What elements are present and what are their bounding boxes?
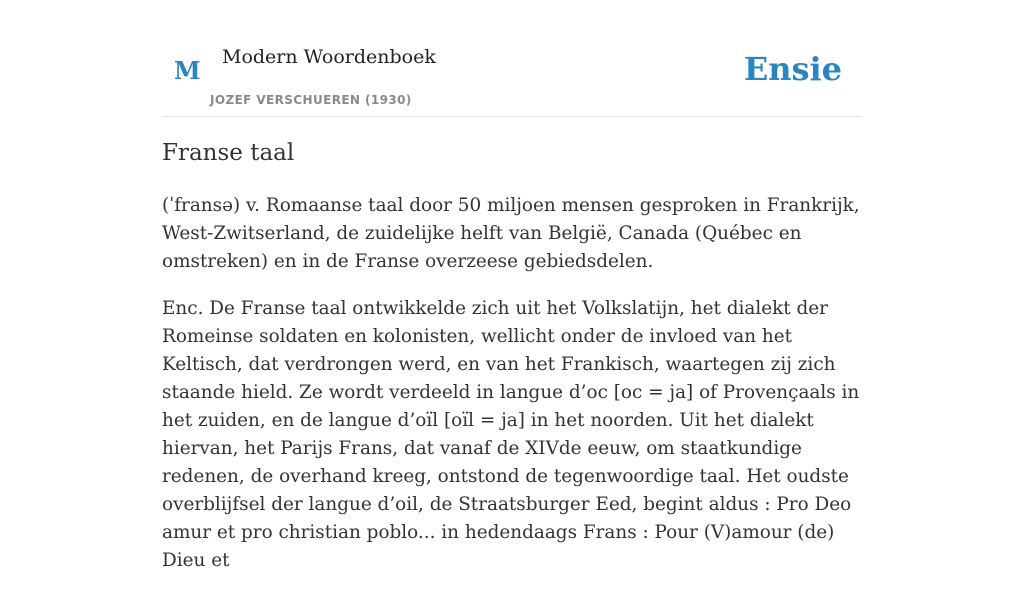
encyclopedic-paragraph: Enc. De Franse taal ontwikkelde zich uit het Volkslatijn, het dialekt der Romeinse soldaten en kolonisten, wellicht onder de invloed van het Keltisch, dat verdrongen werd, en van het Frankisch, waartegen zij zich staande hield. Ze wordt verdeeld in langue d’oc [oc = ja] of Provençaals in het zuiden, en de langue d’oïl [oïl = ja] in het noorden. Uit het dialekt hiervan, het Parijs Frans, dat vanaf de XIVde eeuw, om staatkundige redenen, de overhand kreeg, ontstond de tegenwoordige taal. Het oudste overblijfsel der langue d’oil, de Straatsburger Eed, begint aldus : Pro Deo amur et pro christian poblo... in hedendaags Frans : Pour (V)amour (de) Dieu et <box>162 298 860 571</box>
definition-paragraph: (ˈfransə) v. Romaanse taal door 50 miljoen mensen gesproken in Frankrijk, West-Zwitserland, de zuidelijke helft van België, Canada (Québec en omstreken) en in de Franse overzeese gebiedsdelen. <box>162 195 860 272</box>
entry-content <box>162 192 862 594</box>
book-author: JOZEF VERSCHUEREN (1930) <box>210 93 412 107</box>
brand-logo[interactable]: Ensie <box>743 50 842 88</box>
book-logo-icon[interactable]: M <box>174 56 201 85</box>
book-title-link[interactable]: Modern Woordenboek <box>222 46 436 68</box>
site-header <box>162 0 862 117</box>
entry-title: Franse taal <box>162 140 295 166</box>
